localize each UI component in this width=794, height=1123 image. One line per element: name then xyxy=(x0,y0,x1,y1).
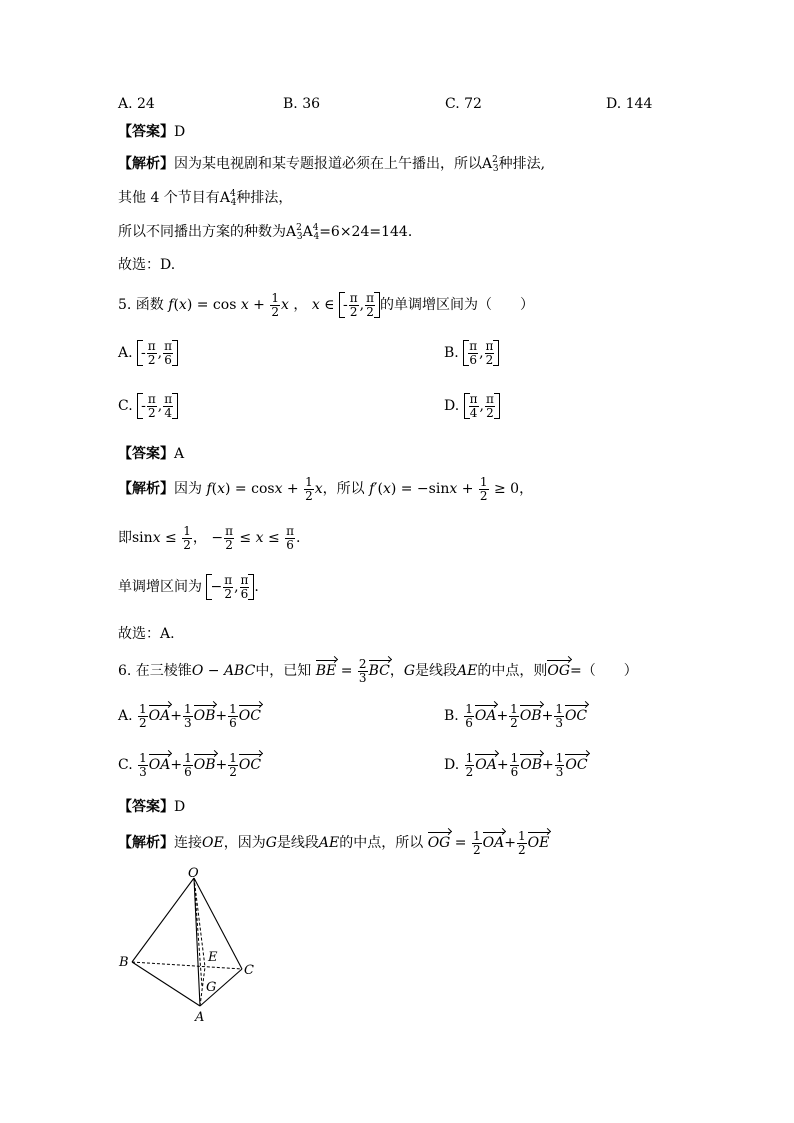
label-b: B xyxy=(119,955,129,970)
edge-bc xyxy=(132,962,242,969)
q4-option-b: B. 36 xyxy=(283,96,321,112)
q5-option-c: C. - $\frac{\pi}{2}$ , $\frac{\pi}{4}$ xyxy=(118,393,178,419)
edge-ba xyxy=(132,962,200,1006)
tetrahedron-figure xyxy=(110,866,270,1026)
edge-oc xyxy=(194,878,242,969)
label-o: O xyxy=(188,866,199,881)
q4-analysis-line3: 所以不同播出方案的种数为$A^2_3A^4_4=6\times 24=144$． xyxy=(118,223,422,242)
q6-answer: 【答案】D xyxy=(118,799,186,815)
q4-option-a: A. 24 xyxy=(118,96,155,112)
q6-option-d: D. $\frac{1}{2}$ OA+ $\frac{1}{6}$ OB+ $\frac{1}{3}$ OC xyxy=(444,751,588,779)
q4-conclusion: 故选：D. xyxy=(118,257,176,273)
q5-analysis-line3: 单调增区间为 − $\frac{\pi}{2}$ , $\frac{\pi}{6}$ . xyxy=(118,573,259,601)
q5-option-b: B. $\frac{\pi}{6}$ , $\frac{\pi}{2}$ xyxy=(444,340,499,366)
edge-ob xyxy=(132,878,194,962)
q6-option-c: C. $\frac{1}{3}$ OA+ $\frac{1}{6}$ OB+ $\frac{1}{2}$ OC xyxy=(118,751,262,779)
q6-stem: 6. 在三棱锥O − ABC中，已知 BE = $\frac{2}{3}$ BC，G是线段AE的中点，则OG=（ ） xyxy=(118,657,638,685)
q6-option-a: A. $\frac{1}{2}$ OA+ $\frac{1}{3}$ OB+ $\frac{1}{6}$ OC xyxy=(118,702,261,730)
q5-conclusion: 故选：A. xyxy=(118,626,175,642)
label-a: A xyxy=(195,1010,205,1025)
q4-analysis-line1: 【解析】因为某电视剧和某专题报道必须在上午播出，所以$A^2_3$种排法, xyxy=(118,155,546,174)
q5-answer: 【答案】A xyxy=(118,446,185,462)
q4-analysis-line2: 其他 4 个节目有$A^4_4$种排法， xyxy=(118,189,293,208)
edge-oa xyxy=(194,878,200,1006)
q5-stem: 5. 函数 f(x) = cos x + $\frac{1}{2}$ x ， x ∈ - $\frac{\pi}{2}$ , $\frac{\pi}{2}$ 的单调增区间为（ ） xyxy=(118,291,534,319)
q4-option-c: C. 72 xyxy=(445,96,482,112)
label-c: C xyxy=(244,963,254,978)
label-g: G xyxy=(206,980,217,995)
label-e: E xyxy=(208,950,218,965)
q5-analysis-line2: 即sinx ≤ $\frac{1}{2}$ ， − $\frac{\pi}{2}$ ≤ x ≤ $\frac{\pi}{6}$ . xyxy=(118,524,301,552)
q6-analysis-line1: 【解析】连接OE，因为G是线段AE的中点，所以 OG = $\frac{1}{2}$ OA+ $\frac{1}{2}$ OE xyxy=(118,829,550,857)
q5-option-d: D. $\frac{\pi}{4}$ , $\frac{\pi}{2}$ xyxy=(444,393,500,419)
q4-option-d: D. 144 xyxy=(606,96,653,112)
q6-option-b: B. $\frac{1}{6}$ OA+ $\frac{1}{2}$ OB+ $\frac{1}{3}$ OC xyxy=(444,702,588,730)
q5-option-a: A. - $\frac{\pi}{2}$ , $\frac{\pi}{6}$ xyxy=(118,340,178,366)
q4-answer: 【答案】D xyxy=(118,124,186,140)
q5-analysis-line1: 【解析】因为 f(x) = cosx + $\frac{1}{2}$ x，所以 f′(x) = −sinx + $\frac{1}{2}$ ≥ 0， xyxy=(118,475,534,503)
